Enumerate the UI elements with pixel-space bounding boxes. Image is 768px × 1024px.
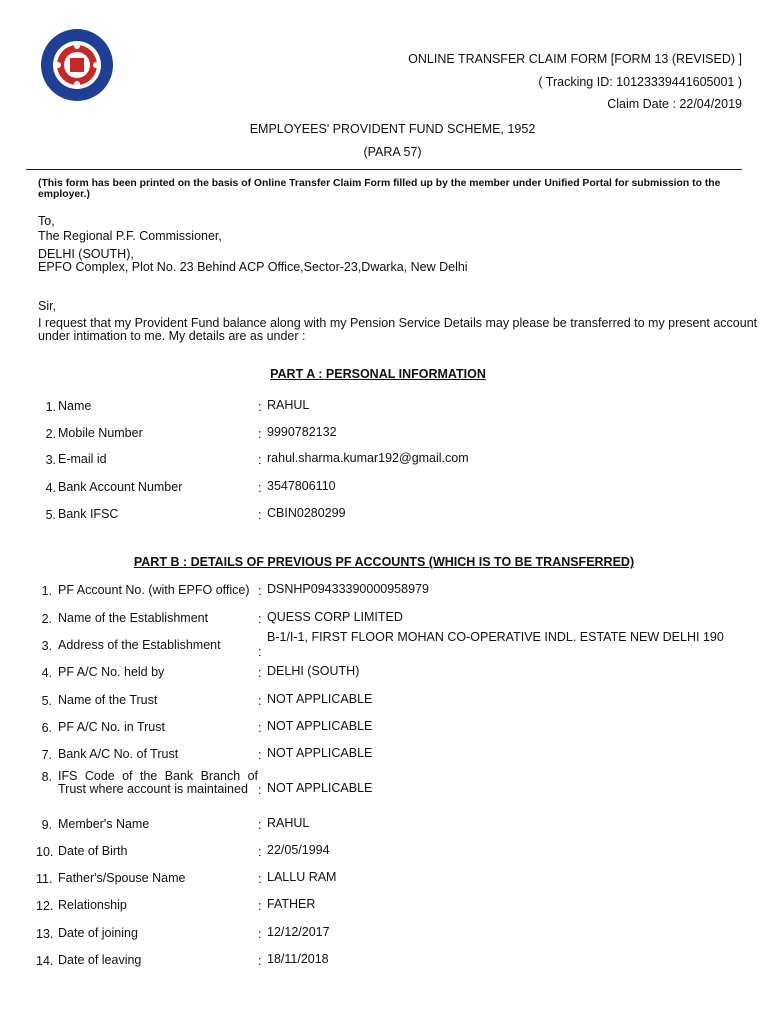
row-number: 5. [45, 508, 56, 522]
row-label: Mobile Number [58, 426, 143, 440]
part-a-title: PART A : PERSONAL INFORMATION [270, 367, 486, 381]
row-colon: : [258, 400, 262, 414]
row-colon: : [258, 748, 262, 762]
row-number: 2. [45, 427, 56, 441]
row-value: FATHER [267, 897, 316, 911]
row-number: 6. [41, 721, 52, 735]
row-label: Bank IFSC [58, 507, 119, 521]
row-label: Member's Name [58, 817, 150, 831]
salutation: Sir, [38, 299, 57, 313]
address-line-3: EPFO Complex, Plot No. 23 Behind ACP Office,Sector-23,Dwarka, New Delhi [38, 260, 468, 274]
part-b-row [36, 899, 746, 925]
row-number: 1. [45, 400, 56, 414]
row-number: 12. [36, 899, 54, 913]
row-colon: : [258, 954, 262, 968]
row-value: RAHUL [267, 816, 310, 830]
form-title: ONLINE TRANSFER CLAIM FORM [FORM 13 (REVISED) ] [408, 52, 742, 66]
row-number: 7. [41, 748, 52, 762]
row-value: QUESS CORP LIMITED [267, 610, 403, 624]
row-number: 4. [45, 481, 56, 495]
row-label: IFS Code of the Bank Branch of Trust where account is maintained [58, 769, 258, 796]
para-reference: (PARA 57) [363, 145, 422, 159]
row-colon: : [258, 899, 262, 913]
row-number: 11. [36, 872, 53, 886]
row-label: Name of the Trust [58, 693, 158, 707]
row-label: Father's/Spouse Name [58, 871, 186, 885]
part-b-row [36, 666, 746, 692]
row-colon: : [258, 508, 262, 522]
row-value: NOT APPLICABLE [267, 692, 373, 706]
row-colon: : [258, 927, 262, 941]
row-label: E-mail id [58, 452, 107, 466]
row-label: Date of Birth [58, 844, 128, 858]
row-colon: : [258, 645, 262, 659]
row-number: 9. [41, 818, 52, 832]
row-label: Bank A/C No. of Trust [58, 747, 179, 761]
row-colon: : [258, 845, 262, 859]
row-colon: : [258, 427, 262, 441]
row-number: 8. [41, 770, 52, 784]
scheme-title: EMPLOYEES' PROVIDENT FUND SCHEME, 1952 [249, 122, 536, 136]
row-label: Name [58, 399, 92, 413]
row-number: 3. [45, 453, 56, 467]
request-paragraph: I request that my Provident Fund balance along with my Pension Service Details may please be transferred to my present account under intimation to me. My details are as under : [38, 316, 758, 343]
row-number: 2. [41, 612, 52, 626]
part-b-row [36, 845, 746, 871]
part-b-row [36, 818, 746, 844]
row-colon: : [258, 584, 262, 598]
row-value: CBIN0280299 [267, 506, 346, 520]
row-colon: : [258, 818, 262, 832]
part-b-row [36, 872, 746, 898]
row-colon: : [258, 783, 262, 797]
row-value: DSNHP09433390000958979 [267, 582, 429, 596]
row-number: 14. [36, 954, 54, 968]
row-colon: : [258, 666, 262, 680]
row-value: 12/12/2017 [267, 925, 330, 939]
row-label: PF A/C No. in Trust [58, 720, 165, 734]
row-value: rahul.sharma.kumar192@gmail.com [267, 451, 469, 465]
row-number: 3. [41, 639, 52, 653]
row-value: 3547806110 [267, 479, 336, 493]
row-value: 18/11/2018 [267, 952, 329, 966]
row-number: 10. [36, 845, 54, 859]
row-label: Bank Account Number [58, 480, 183, 494]
epfo-seal-logo-icon [40, 28, 114, 102]
part-b-row [36, 770, 746, 804]
part-a-row [36, 400, 746, 426]
row-label: Name of the Establishment [58, 611, 209, 625]
row-label: PF A/C No. held by [58, 665, 165, 679]
address-line-2: DELHI (SOUTH), [38, 247, 134, 261]
claim-date: Claim Date : 22/04/2019 [607, 97, 742, 111]
part-b-row [36, 694, 746, 720]
row-value: B-1/I-1, FIRST FLOOR MOHAN CO-OPERATIVE INDL. ESTATE NEW DELHI 190 [267, 630, 724, 644]
row-value: NOT APPLICABLE [267, 719, 373, 733]
row-value: LALLU RAM [267, 870, 337, 884]
row-value: NOT APPLICABLE [267, 781, 373, 795]
part-b-row [36, 954, 746, 980]
row-number: 5. [41, 694, 52, 708]
row-value: RAHUL [267, 398, 310, 412]
address-line-1: The Regional P.F. Commissioner, [38, 229, 222, 243]
print-note: (This form has been printed on the basis of Online Transfer Claim Form filled up by the member under Unified Portal for submission to the employer.) [38, 178, 721, 200]
row-label: Relationship [58, 898, 127, 912]
row-value: 22/05/1994 [267, 843, 330, 857]
row-value: 9990782132 [267, 425, 337, 439]
row-label: Address of the Establishment [58, 638, 221, 652]
part-a-row [36, 481, 746, 507]
row-colon: : [258, 612, 262, 626]
row-number: 13. [36, 927, 54, 941]
part-a-row [36, 453, 746, 479]
tracking-id: ( Tracking ID: 10123339441605001 ) [538, 75, 742, 89]
part-a-row [36, 508, 746, 534]
row-colon: : [258, 872, 262, 886]
row-colon: : [258, 481, 262, 495]
row-label: PF Account No. (with EPFO office) [58, 583, 250, 597]
row-number: 1. [41, 584, 52, 598]
row-value: DELHI (SOUTH) [267, 664, 360, 678]
row-colon: : [258, 694, 262, 708]
row-number: 4. [41, 666, 52, 680]
row-label: Date of joining [58, 926, 138, 940]
row-label: Date of leaving [58, 953, 142, 967]
part-b-title: PART B : DETAILS OF PREVIOUS PF ACCOUNTS (WHICH IS TO BE TRANSFERRED) [133, 555, 635, 569]
row-colon: : [258, 453, 262, 467]
address-to: To, [38, 214, 55, 228]
part-b-row [36, 584, 746, 610]
row-colon: : [258, 721, 262, 735]
part-b-row [36, 721, 746, 747]
part-b-row [36, 927, 746, 953]
row-value: NOT APPLICABLE [267, 746, 373, 760]
part-a-row [36, 427, 746, 453]
divider [26, 169, 742, 170]
